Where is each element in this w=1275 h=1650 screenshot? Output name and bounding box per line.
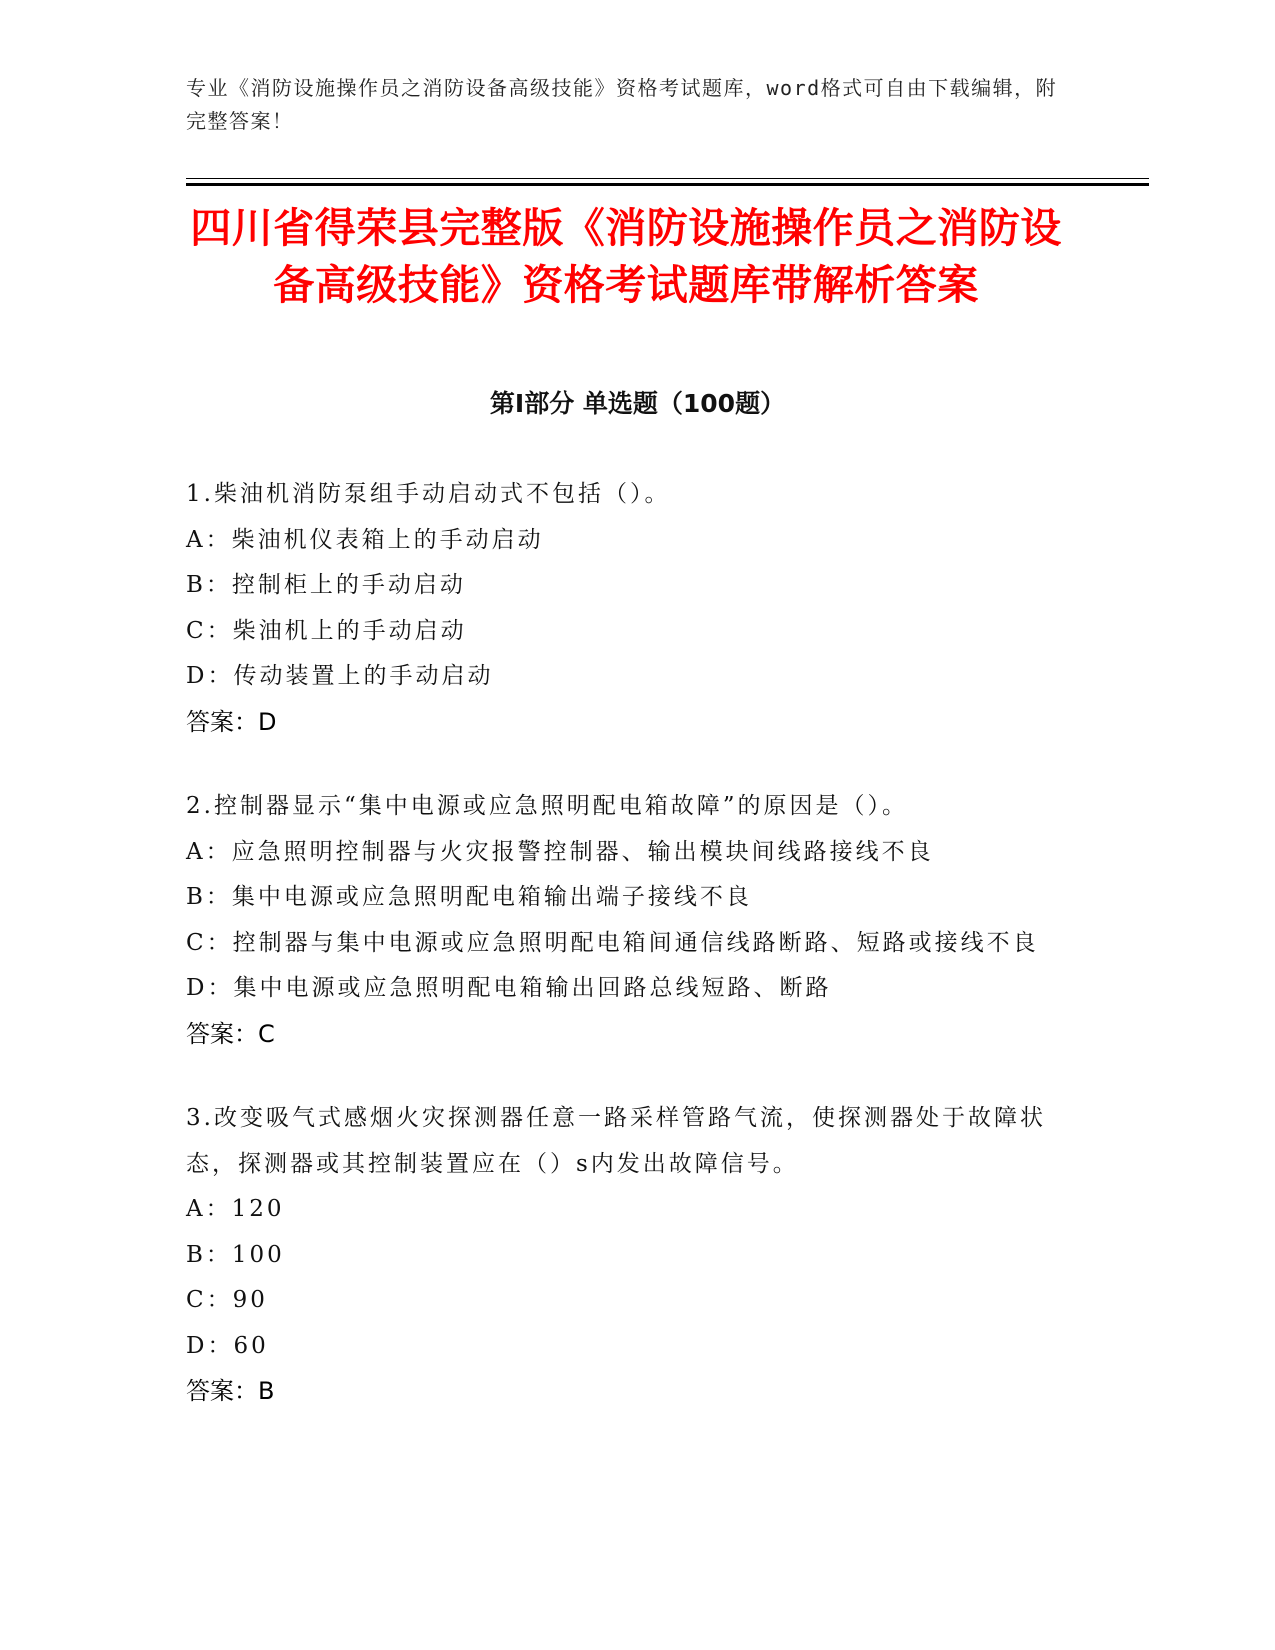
answer: 答案：D [186, 707, 277, 736]
question-1 [186, 472, 1066, 745]
option-c: C：90 [186, 1287, 268, 1313]
answer: 答案：B [186, 1377, 275, 1405]
option-c: C：控制器与集中电源或应急照明配电箱间通信线路断路、短路或接线不良 [186, 929, 1039, 956]
document-title: 四川省得荣县完整版《消防设施操作员之消防设备高级技能》资格考试题库带解析答案 [190, 204, 1062, 309]
header-divider-thick [186, 183, 1149, 186]
header-note: 专业《消防设施操作员之消防设备高级技能》资格考试题库，word格式可自由下载编辑，附完整答案！ [186, 76, 1058, 133]
question-stem: 2.控制器显示“集中电源或应急照明配电箱故障”的原因是（）。 [186, 793, 908, 819]
option-c: C：柴油机上的手动启动 [186, 617, 467, 644]
option-a: A：应急照明控制器与火灾报警控制器、输出模块间线路接线不良 [186, 838, 934, 865]
answer: 答案：C [186, 1019, 275, 1048]
option-d: D：传动装置上的手动启动 [186, 663, 494, 689]
question-stem: 1.柴油机消防泵组手动启动式不包括（）。 [186, 481, 671, 507]
option-b: B：集中电源或应急照明配电箱输出端子接线不良 [186, 884, 752, 910]
question-list [186, 472, 1066, 1454]
option-a: A：120 [186, 1196, 285, 1222]
option-a: A：柴油机仪表箱上的手动启动 [186, 526, 544, 553]
section-title: 第Ⅰ部分 单选题（100题） [489, 389, 786, 418]
option-d: D：集中电源或应急照明配电箱输出回路总线短路、断路 [186, 975, 832, 1001]
question-3 [186, 1096, 1066, 1415]
option-b: B：控制柜上的手动启动 [186, 572, 466, 598]
option-d: D：60 [186, 1332, 269, 1359]
question-stem: 3.改变吸气式感烟火灾探测器任意一路采样管路气流，使探测器处于故障状态，探测器或其控制装置应在（）s内发出故障信号。 [186, 1105, 1046, 1177]
option-b: B：100 [186, 1241, 285, 1268]
question-2 [186, 784, 1066, 1057]
header-divider-thin [186, 178, 1149, 179]
